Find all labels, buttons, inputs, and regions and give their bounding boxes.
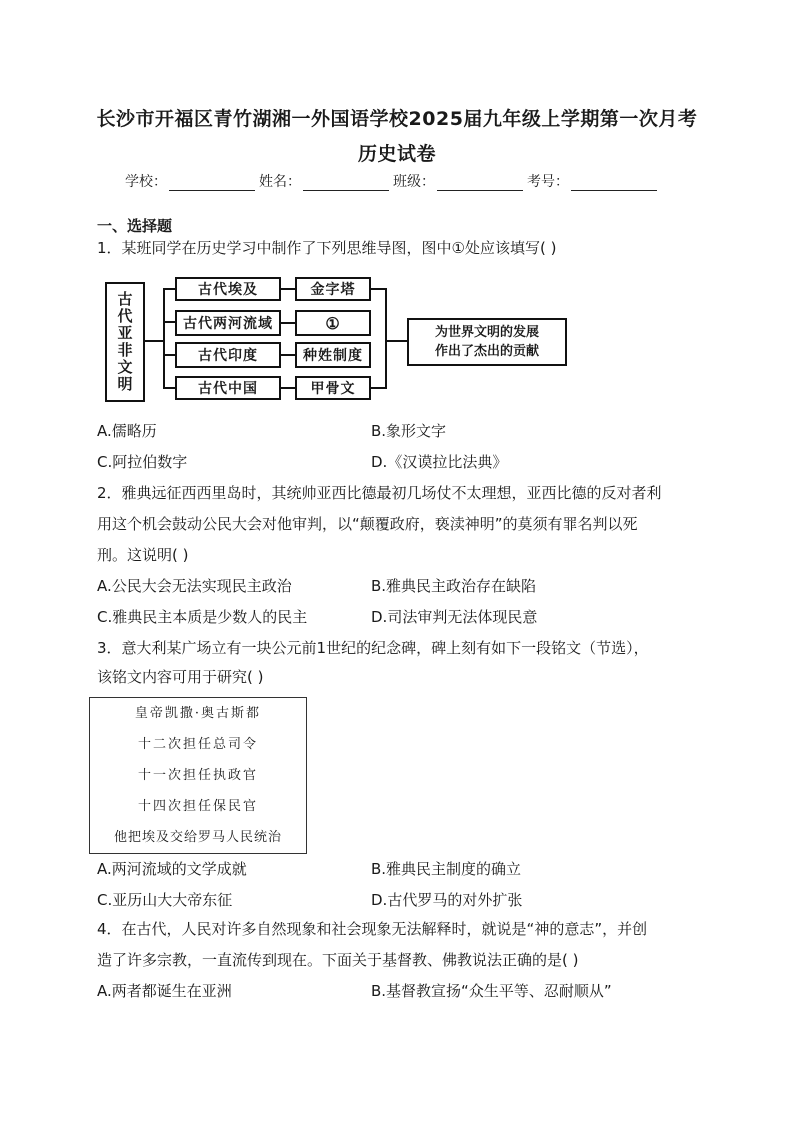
connector-line [163,288,175,290]
q4-option-b[interactable]: B.基督教宣扬“众生平等、忍耐顺从” [371,982,612,1000]
name-label: 姓名： [259,174,301,190]
q2-option-d[interactable]: D.司法审判无法体现民意 [371,608,538,626]
region-india: 古代印度 [175,342,281,368]
school-label: 学校： [125,174,167,190]
connector-line [163,321,175,323]
inscription-box [89,697,307,854]
achievement-caste: 种姓制度 [295,342,371,368]
q3-option-d[interactable]: D.古代罗马的对外扩张 [371,891,523,909]
name-blank[interactable] [303,176,389,191]
connector-line [385,288,387,389]
achievement-blank-1: ① [295,310,371,336]
connector-line [281,322,295,324]
q3-option-a[interactable]: A.两河流域的文学成就 [97,860,247,878]
q2-option-a[interactable]: A.公民大会无法实现民主政治 [97,577,292,595]
connector-line [163,288,165,388]
conclusion-line1: 为世界文明的发展 [434,325,539,340]
q3-option-b[interactable]: B.雅典民主制度的确立 [371,860,522,878]
q1-option-a[interactable]: A.儒略历 [97,422,157,440]
q2-stem-line1: 2．雅典远征西西里岛时，其统帅亚西比德最初几场仗不太理想，亚西比德的反对者利 [97,484,662,502]
number-blank[interactable] [571,176,657,191]
inscription-line: 十二次担任总司令 [137,737,258,752]
inscription-line: 十四次担任保民官 [137,799,258,814]
inscription-line: 他把埃及交给罗马人民统治 [113,830,282,845]
q1-stem: 1．某班同学在历史学习中制作了下列思维导图，图中①处应该填写( ) [97,239,557,257]
q3-stem-line1: 3．意大利某广场立有一块公元前1世纪的纪念碑，碑上刻有如下一段铭文（节选）， [97,639,649,657]
q2-option-b[interactable]: B.雅典民主政治存在缺陷 [371,577,537,595]
connector-line [163,387,175,389]
q2-stem-line2: 用这个机会鼓动公民大会对他审判，以“颠覆政府，亵渎神明”的莫须有罪名判以死 [97,515,638,533]
exam-title-line1: 长沙市开福区青竹湖湘一外国语学校2025届九年级上学期第一次月考 [96,108,698,130]
connector-line [281,387,295,389]
mindmap-diagram [97,272,597,407]
connector-line [281,354,295,356]
q3-stem-line2: 该铭文内容可用于研究( ) [97,668,264,686]
class-label: 班级： [393,174,435,190]
student-info-row [125,171,661,191]
q4-stem-line2: 造了许多宗教，一直流传到现在。下面关于基督教、佛教说法正确的是( ) [97,951,579,969]
inscription-line: 十一次担任执政官 [137,768,258,783]
class-blank[interactable] [437,176,523,191]
conclusion-line2: 作出了杰出的贡献 [434,344,539,359]
inscription-line: 皇帝凯撒·奥古斯都 [134,706,262,721]
connector-line [145,340,165,342]
q2-stem-line3: 刑。这说明( ) [97,546,189,564]
q1-option-d[interactable]: D.《汉谟拉比法典》 [371,453,508,471]
q3-option-c[interactable]: C.亚历山大大帝东征 [97,891,233,909]
region-china: 古代中国 [175,376,281,400]
exam-title-line2: 历史试卷 [357,143,436,165]
school-blank[interactable] [169,176,255,191]
mindmap-conclusion [407,318,567,366]
region-mesopotamia: 古代两河流域 [175,310,281,336]
q2-option-c[interactable]: C.雅典民主本质是少数人的民主 [97,608,308,626]
q1-option-b[interactable]: B.象形文字 [371,422,447,440]
q1-option-c[interactable]: C.阿拉伯数字 [97,453,188,471]
q4-option-a[interactable]: A.两者都诞生在亚洲 [97,982,232,1000]
number-label: 考号： [527,174,569,190]
mindmap-root: 古代亚非文明 [105,282,145,402]
region-egypt: 古代埃及 [175,277,281,301]
connector-line [385,340,407,342]
connector-line [163,354,175,356]
achievement-oracle-bones: 甲骨文 [295,376,371,400]
section-heading: 一、选择题 [97,217,173,235]
achievement-pyramid: 金字塔 [295,277,371,301]
connector-line [281,288,295,290]
q4-stem-line1: 4．在古代，人民对许多自然现象和社会现象无法解释时，就说是“神的意志”，并创 [97,920,648,938]
